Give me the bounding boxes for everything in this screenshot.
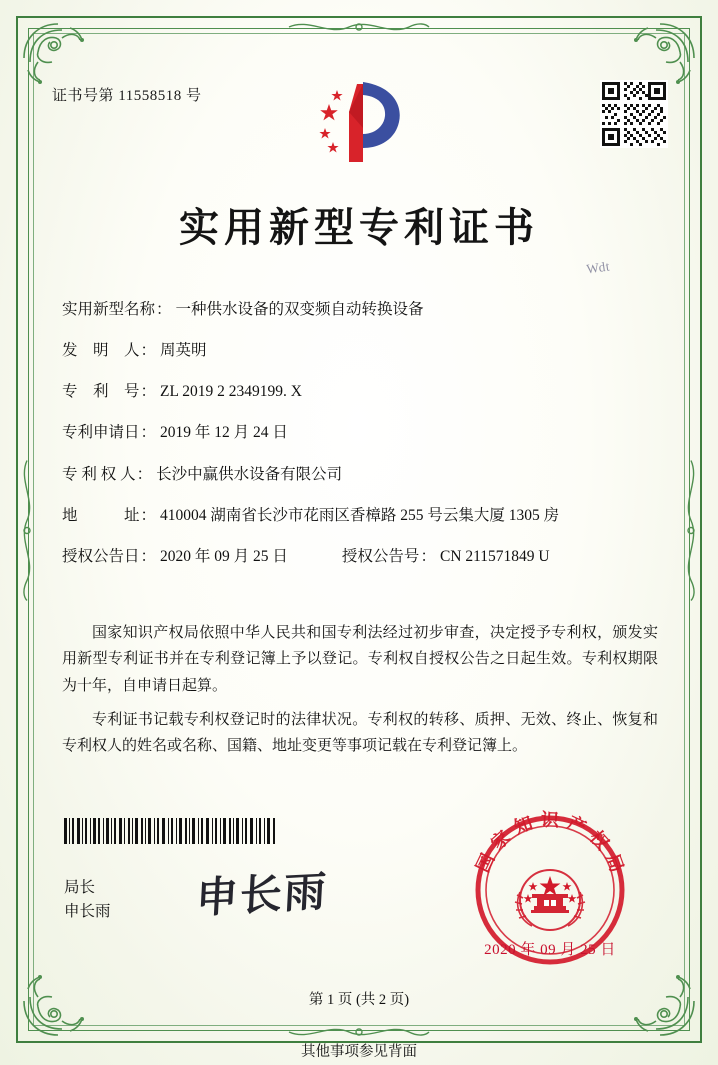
field-label: 发 明 人 <box>62 342 140 360</box>
field-label: 专 利 号 <box>62 383 140 401</box>
field-value: CN 211571849 U <box>439 547 550 565</box>
legal-paragraph: 专利证书记载专利权登记时的法律状况。专利权的转移、质押、无效、终止、恢复和专利权人的姓名或名称、国籍、地址变更等事项记载在专利登记簿上。 <box>62 711 658 754</box>
certificate-number: 证书号第 11558518 号 <box>52 88 202 104</box>
handwritten-annotation: ᵂᵈᵗ <box>585 256 612 285</box>
field-value: 长沙中赢供水设备有限公司 <box>156 465 343 483</box>
page-indicator: 第 1 页 (共 2 页) <box>308 992 410 1008</box>
field-grant-number <box>342 547 550 567</box>
field-value: 410004 湖南省长沙市花雨区香樟路 255 号云集大厦 1305 房 <box>160 506 560 524</box>
legal-text-block <box>62 620 658 767</box>
field-grant-row <box>62 547 656 567</box>
field-value: 周英明 <box>160 342 207 360</box>
legal-paragraph: 国家知识产权局依照中华人民共和国专利法经过初步审查，决定授予专利权，颁发实用新型专利证书并在专利登记簿上予以登记。专利权自授权公告之日起生效。专利权期限为十年，自申请日起算。 <box>62 625 658 694</box>
qr-code-icon <box>600 80 668 148</box>
field-value: ZL 2019 2 2349199. X <box>160 383 302 401</box>
field-value: 2019 年 12 月 24 日 <box>160 424 288 442</box>
field-utility-model-name <box>62 300 656 320</box>
field-colon: ： <box>140 506 157 524</box>
field-colon: ： <box>140 547 157 565</box>
field-colon: ： <box>140 342 157 360</box>
field-label: 专 利 权 人 <box>62 465 136 483</box>
cnipa-logo-icon <box>299 76 419 172</box>
field-value: 一种供水设备的双变频自动转换设备 <box>175 301 424 318</box>
page-title: 实用新型专利证书 <box>179 205 539 250</box>
field-label: 实用新型名称 <box>62 301 156 318</box>
field-value: 2020 年 09 月 25 日 <box>160 547 288 565</box>
signature-block <box>64 876 111 924</box>
field-colon: ： <box>140 424 157 442</box>
svg-text:国家知识产权局: 国家知识产权局 <box>472 809 630 882</box>
field-application-date <box>62 423 656 443</box>
field-inventor <box>62 341 656 361</box>
field-label: 地 址 <box>62 506 140 524</box>
field-patentee <box>62 465 656 485</box>
field-patent-number <box>62 382 656 402</box>
director-title-label: 局长 <box>64 879 96 896</box>
field-label: 授权公告号 <box>341 547 420 565</box>
footer-note: 其他事项参见背面 <box>301 1044 417 1060</box>
director-name-label: 申长雨 <box>64 903 111 921</box>
field-colon: ： <box>156 301 172 318</box>
field-colon: ： <box>140 383 157 401</box>
seal-date: 2020 年 09 月 25 日 <box>484 942 616 958</box>
field-label: 专利申请日 <box>62 424 140 442</box>
field-label: 授权公告日 <box>62 547 140 565</box>
field-colon: ： <box>136 465 153 483</box>
field-colon: ： <box>420 547 436 565</box>
field-list <box>62 300 656 588</box>
handwritten-signature: 申长雨 <box>194 869 329 923</box>
barcode-icon <box>64 818 278 844</box>
field-address <box>62 506 656 526</box>
